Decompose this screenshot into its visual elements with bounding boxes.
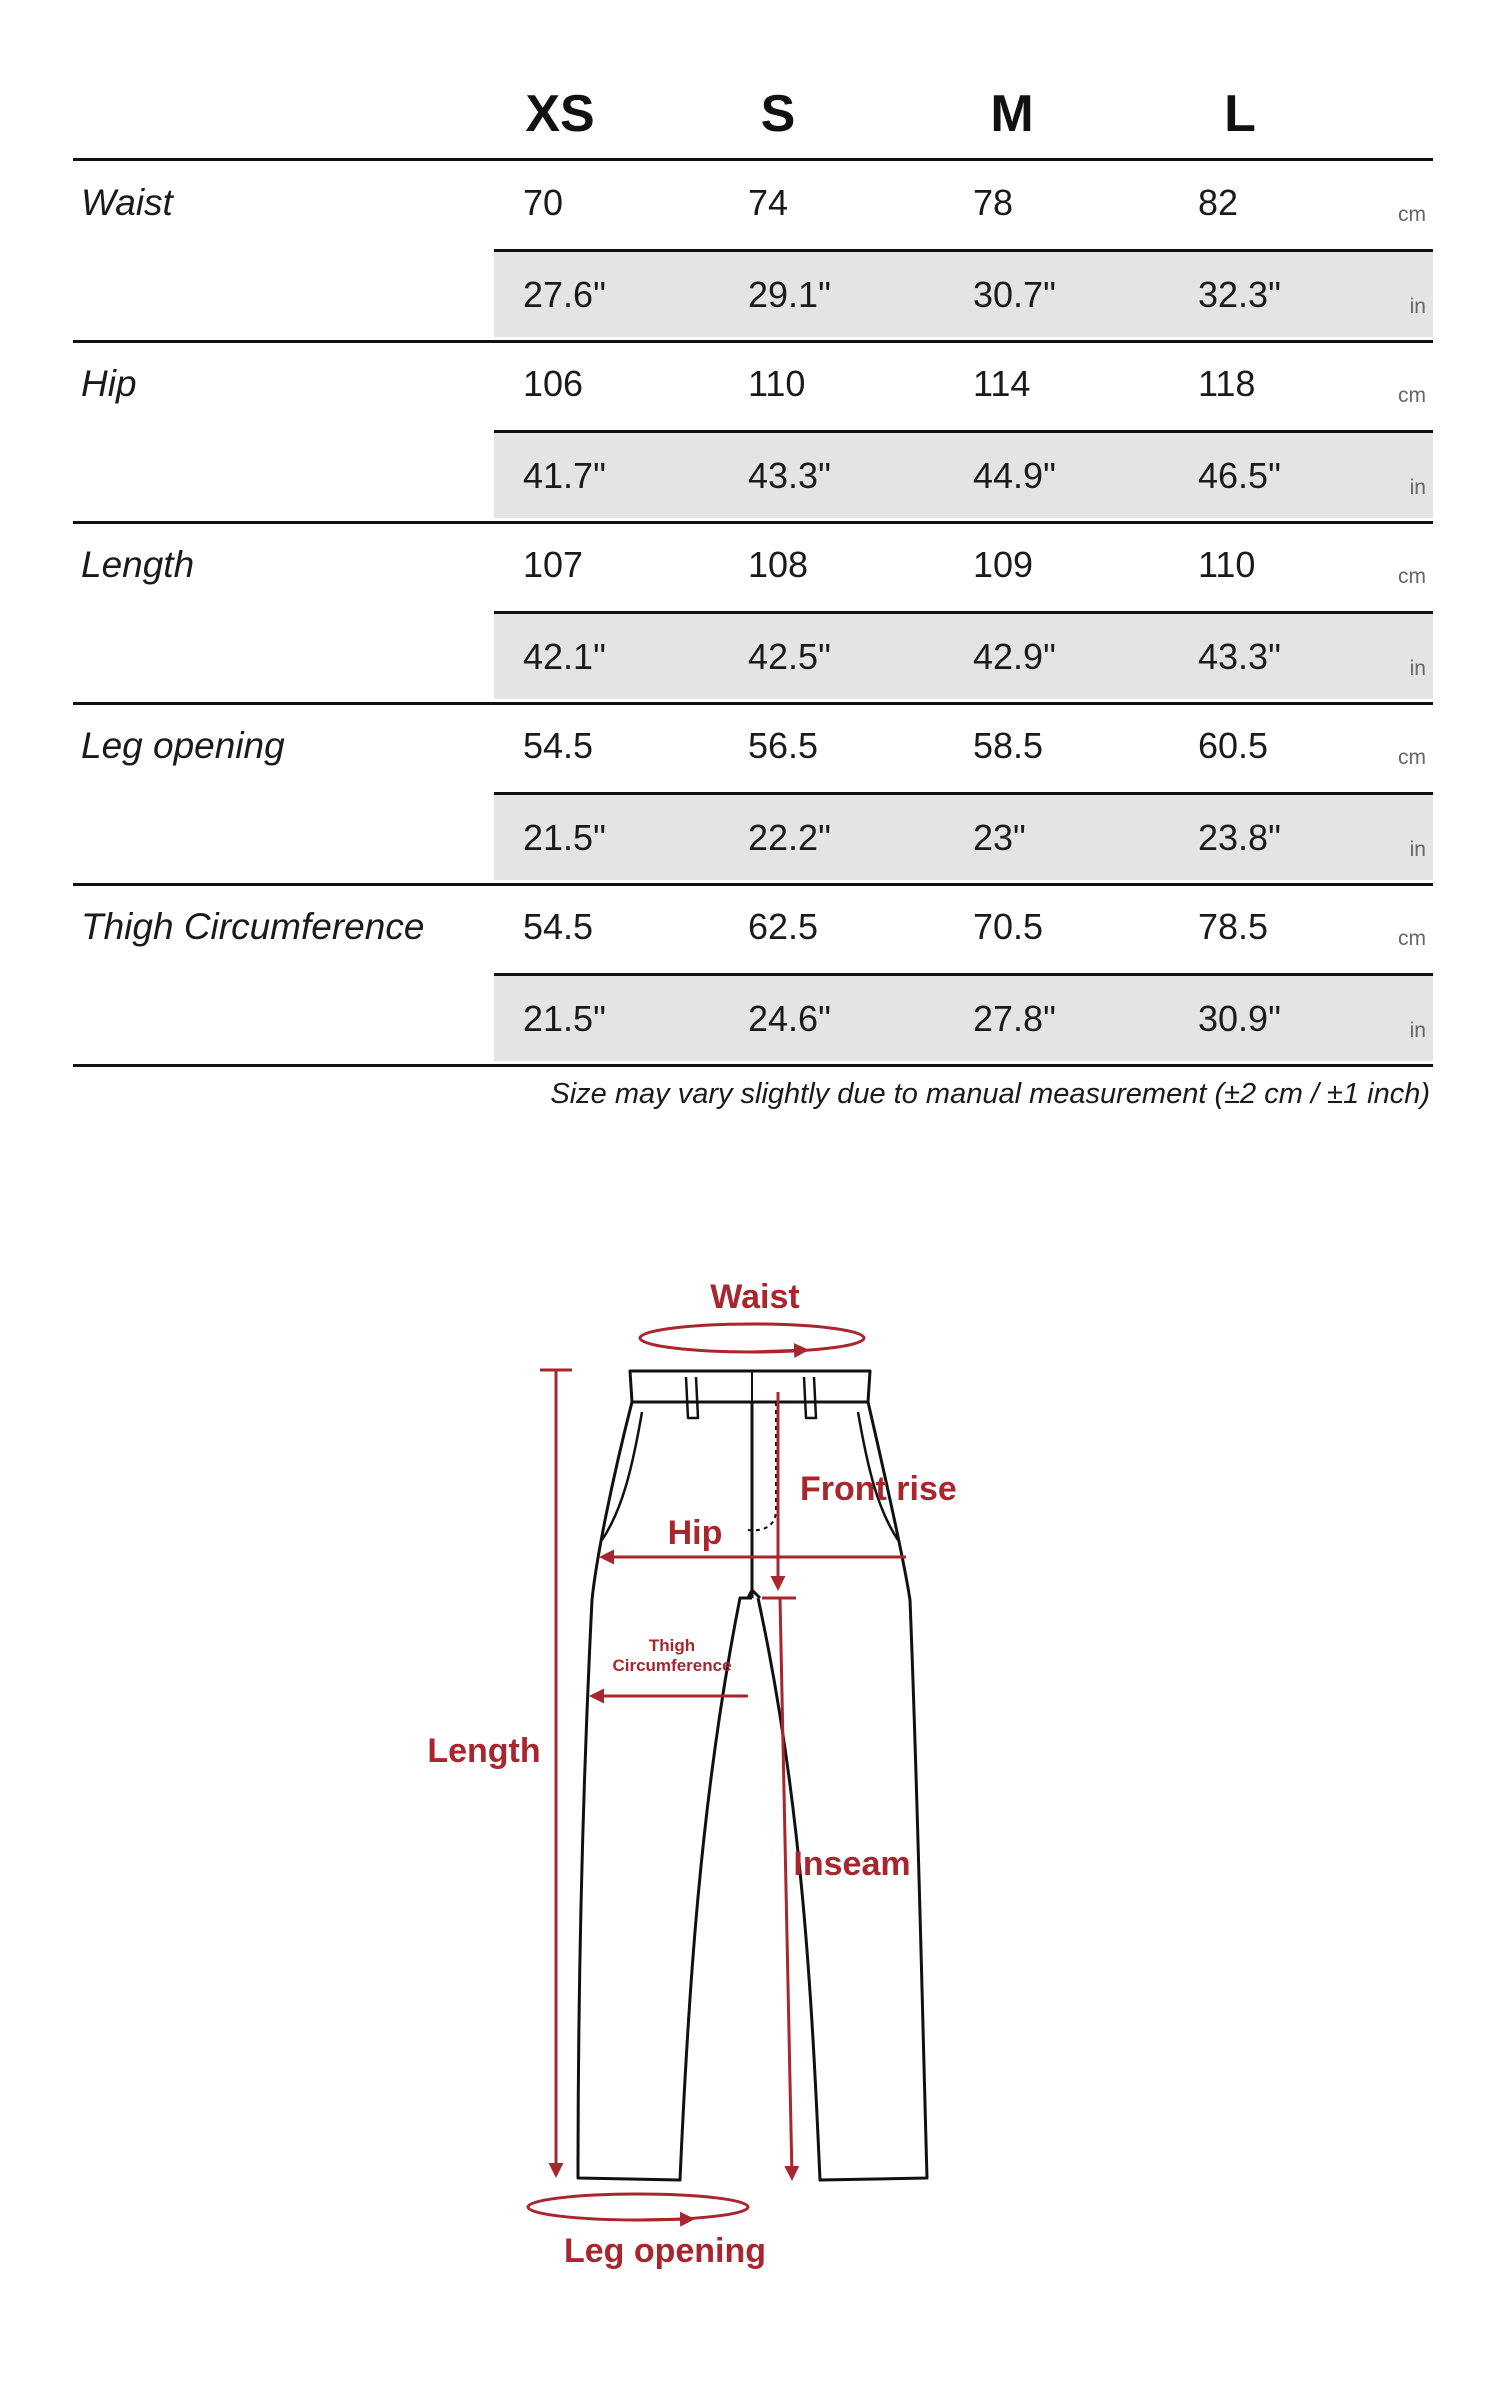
row-sub-rule [494, 973, 1433, 976]
unit-cm: cm [1398, 565, 1426, 588]
cm-value: 78.5 [1198, 906, 1269, 947]
cm-value: 114 [973, 363, 1031, 404]
inch-value: 43.3" [1198, 636, 1281, 677]
label-hip: Hip [667, 1514, 723, 1552]
unit-cm: cm [1398, 384, 1426, 407]
size-header-l: L [1224, 85, 1256, 143]
table-top-rule [73, 158, 1433, 161]
row-group-rule [73, 340, 1433, 343]
inseam-arrow [780, 1598, 792, 2178]
cm-value: 107 [523, 544, 584, 585]
inch-value: 46.5" [1198, 455, 1281, 496]
waist-arrow [640, 1324, 864, 1352]
row-label-thigh-circumference: Thigh Circumference [81, 906, 425, 947]
inch-row-shade [494, 975, 1433, 1061]
cm-value: 82 [1198, 182, 1239, 223]
trouser-measurement-diagram [0, 1240, 1500, 2320]
unit-cm: cm [1398, 203, 1426, 226]
row-group-rule [73, 883, 1433, 886]
inch-value: 32.3" [1198, 274, 1281, 315]
row-group-rule [73, 702, 1433, 705]
inch-value: 42.1" [523, 636, 606, 677]
inch-row-shade [494, 794, 1433, 880]
left-leg [578, 1402, 752, 2180]
measurement-note: Size may vary slightly due to manual measurement (±2 cm / ±1 inch) [550, 1078, 1430, 1110]
left-pocket [602, 1412, 642, 1540]
cm-value: 56.5 [748, 725, 819, 766]
row-group-rule [73, 1064, 1433, 1067]
cm-value: 54.5 [523, 725, 594, 766]
cm-value: 70 [523, 182, 564, 223]
label-thigh-line2: Circumference [612, 1656, 732, 1675]
inch-value: 23" [973, 817, 1026, 858]
cm-value: 110 [748, 363, 806, 404]
cm-value: 118 [1198, 363, 1256, 404]
inch-value: 44.9" [973, 455, 1056, 496]
unit-cm: cm [1398, 927, 1426, 950]
row-label-leg-opening: Leg opening [81, 725, 285, 766]
row-sub-rule [494, 792, 1433, 795]
row-group-rule [73, 521, 1433, 524]
row-sub-rule [494, 611, 1433, 614]
cm-value: 54.5 [523, 906, 594, 947]
waistband [630, 1371, 870, 1402]
cm-value: 70.5 [973, 906, 1044, 947]
inch-value: 29.1" [748, 274, 831, 315]
cm-value: 58.5 [973, 725, 1044, 766]
row-label-length: Length [81, 544, 195, 585]
label-front-rise: Front rise [800, 1470, 957, 1508]
cm-value: 62.5 [748, 906, 819, 947]
unit-in: in [1409, 657, 1426, 680]
row-sub-rule [494, 430, 1433, 433]
label-leg-opening: Leg opening [563, 2232, 767, 2270]
label-inseam: Inseam [793, 1845, 911, 1883]
inch-value: 24.6" [748, 998, 831, 1039]
cm-value: 109 [973, 544, 1034, 585]
unit-in: in [1409, 476, 1426, 499]
inch-value: 42.5" [748, 636, 831, 677]
inch-value: 21.5" [523, 817, 606, 858]
cm-value: 60.5 [1198, 725, 1269, 766]
cm-value: 106 [523, 363, 584, 404]
cm-value: 110 [1198, 544, 1256, 585]
inch-value: 27.8" [973, 998, 1056, 1039]
inch-value: 30.9" [1198, 998, 1281, 1039]
row-label-hip: Hip [81, 363, 137, 404]
row-sub-rule [494, 249, 1433, 252]
unit-cm: cm [1398, 746, 1426, 769]
inch-value: 22.2" [748, 817, 831, 858]
row-label-waist: Waist [81, 182, 173, 223]
unit-in: in [1409, 295, 1426, 318]
label-waist: Waist [710, 1278, 800, 1316]
cm-value: 108 [748, 544, 809, 585]
inch-row-shade [494, 251, 1433, 337]
inch-value: 23.8" [1198, 817, 1281, 858]
inch-value: 30.7" [973, 274, 1056, 315]
unit-in: in [1409, 838, 1426, 861]
cm-value: 78 [973, 182, 1014, 223]
unit-in: in [1409, 1019, 1426, 1042]
inch-value: 21.5" [523, 998, 606, 1039]
crotch [748, 1402, 760, 1598]
inch-row-shade [494, 613, 1433, 699]
inch-value: 27.6" [523, 274, 606, 315]
inch-value: 43.3" [748, 455, 831, 496]
cm-value: 74 [748, 182, 789, 223]
size-header-m: M [990, 85, 1034, 143]
leg-opening-arrow [528, 2194, 748, 2220]
inch-value: 41.7" [523, 455, 606, 496]
inch-row-shade [494, 432, 1433, 518]
label-length: Length [427, 1732, 541, 1770]
label-thigh-line1: Thigh [648, 1636, 696, 1655]
size-header-s: S [760, 85, 796, 143]
inch-value: 42.9" [973, 636, 1056, 677]
size-header-xs: XS [525, 85, 595, 143]
